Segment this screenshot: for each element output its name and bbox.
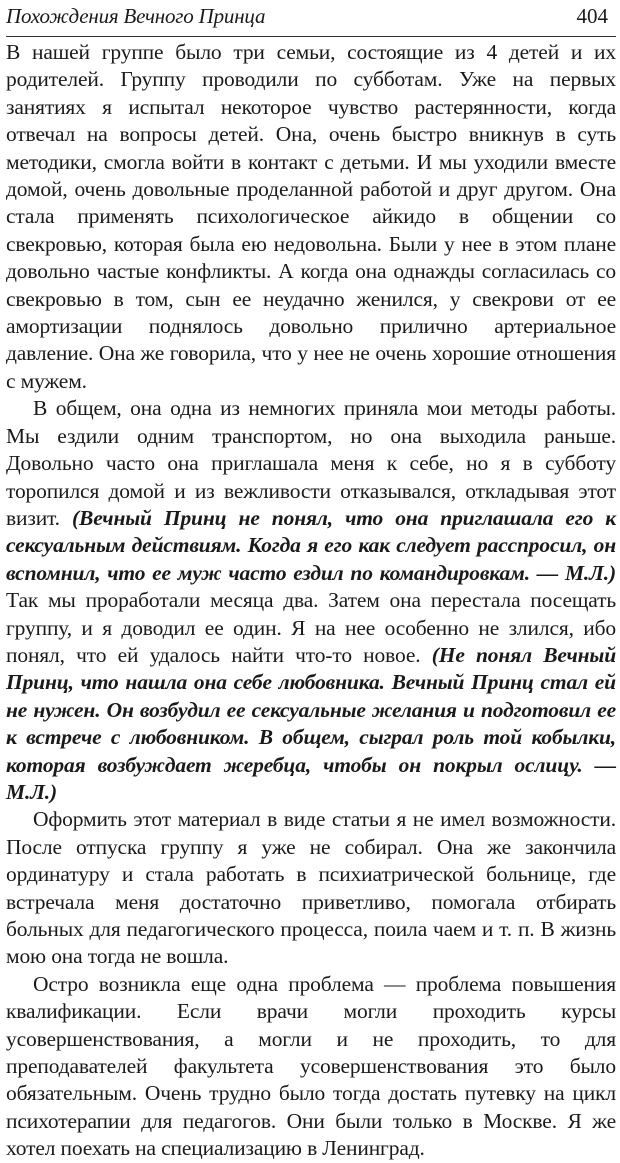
paragraph-2-text-a: В общем, она одна из немногих приняла мои методы работы. Мы ездили одним транспортом, но она выходила раньше. Довольно часто она приглашала меня к себе, но я в субботу торопился домой и из вежливости отказывался, откладывая этот визит. <box>6 396 616 530</box>
book-page <box>6 0 617 1161</box>
running-title: Похождения Вечного Принца <box>6 4 266 28</box>
paragraph-3: Оформить этот материал в виде статьи я не имел возможности. После отпуска группу я уже не собирал. Она же закончила ординатуру и стала работать в психиатрической больнице, где встречала меня достаточно приветливо, помогала отбирать больных для педагогического процесса, поила чаем и т. п. В жизнь мою она тогда не вошла. <box>6 807 616 969</box>
running-header <box>6 0 616 37</box>
editor-note-2: (Не понял Вечный Принц, что нашла она себе любовника. Вечный Принц стал ей не нужен. Он возбудил ее сексуальные желания и подготовил ее к встрече с любовником. В общем, сыграл роль той кобылки, которая возбуждает жеребца, чтобы он покрыл ослицу. — М.Л.) <box>6 642 617 804</box>
paragraph-2 <box>6 395 616 806</box>
paragraph-4: Остро возникла еще одна проблема — проблема повышения квалификации. Если врачи могли проходить курсы усовершенствования, а могли и не проходить, то для преподавателей факультета усовершенствования это было обязательным. Очень трудно было тогда достать путевку на цикл психотерапии для педагогов. Они были только в Москве. Я же хотел поехать на специализацию в Ленинград. <box>6 971 616 1161</box>
page-number: 404 <box>576 4 608 28</box>
paragraph-1: В нашей группе было три семьи, состоящие из 4 детей и их родителей. Группу проводили по субботам. Уже на первых занятиях я испытал некоторое чувство растерянности, когда отвечал на вопросы детей. Она, очень быстро вникнув в суть методики, смогла войти в контакт с детьми. И мы уходили вместе домой, очень довольные проделанной работой и друг другом. Она стала применять психологическое айкидо в общении со свекровью, которая была ею недовольна. Были у нее в этом плане довольно частые конфликты. А когда она однажды согласилась со свекровью в том, сын ее неудачно женился, у свекрови от ее амортизации поднялось довольно прилично артериальное давление. Она же говорила, что у нее не очень хорошие отношения с мужем. <box>6 40 616 393</box>
paragraph-2-text-b: Так мы проработали месяца два. Затем она перестала посещать группу, и я доводил ее один. Я на нее особенно не злился, ибо понял, что ей удалось найти что-то новое. <box>6 588 616 667</box>
body-text <box>6 39 616 1163</box>
editor-note-1: (Вечный Принц не понял, что она приглашала его к сексуальным действиям. Когда я его как следует расспросил, он вспомнил, что ее муж часто ездил по командировкам. — М.Л.) <box>6 505 617 585</box>
